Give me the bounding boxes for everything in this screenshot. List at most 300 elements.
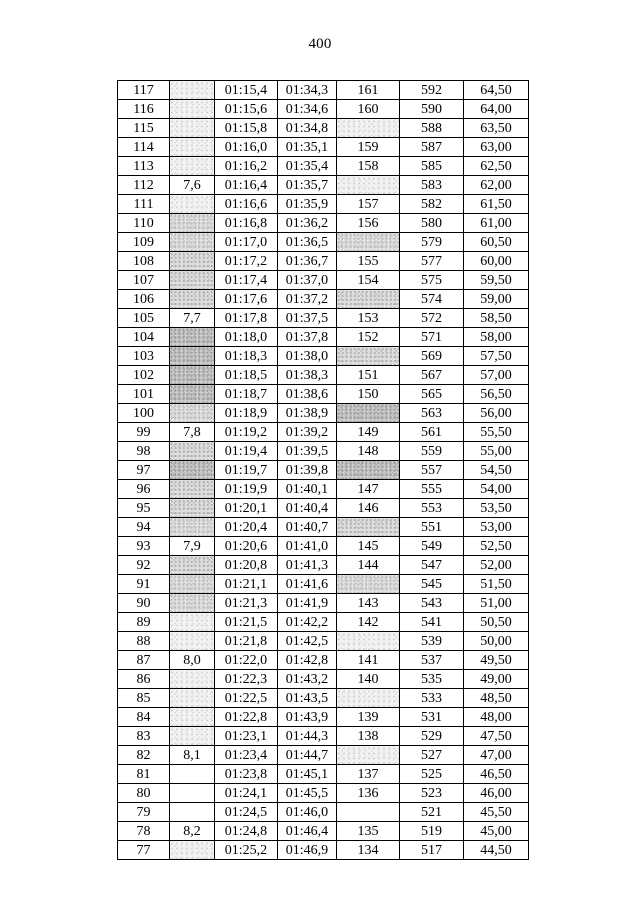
table-body xyxy=(118,81,529,860)
cell-percent: 49,00 xyxy=(464,670,529,689)
cell-score: 541 xyxy=(400,613,464,632)
cell-count: 150 xyxy=(337,385,400,404)
cell-count xyxy=(337,689,400,708)
cell-value xyxy=(170,803,215,822)
cell-score: 531 xyxy=(400,708,464,727)
cell-count: 142 xyxy=(337,613,400,632)
cell-time-2: 01:38,9 xyxy=(278,404,337,423)
table-row xyxy=(118,442,529,461)
cell-count: 138 xyxy=(337,727,400,746)
cell-score: 529 xyxy=(400,727,464,746)
cell-percent: 57,50 xyxy=(464,347,529,366)
table-row xyxy=(118,613,529,632)
cell-score: 569 xyxy=(400,347,464,366)
cell-count xyxy=(337,803,400,822)
table-row xyxy=(118,309,529,328)
cell-percent: 57,00 xyxy=(464,366,529,385)
cell-percent: 46,50 xyxy=(464,765,529,784)
cell-percent: 58,50 xyxy=(464,309,529,328)
cell-value: 7,7 xyxy=(170,309,215,328)
cell-score: 539 xyxy=(400,632,464,651)
cell-time-1: 01:21,5 xyxy=(215,613,278,632)
table-row xyxy=(118,157,529,176)
cell-count xyxy=(337,233,400,252)
cell-rank: 95 xyxy=(118,499,170,518)
cell-value: 8,1 xyxy=(170,746,215,765)
cell-rank: 104 xyxy=(118,328,170,347)
cell-rank: 85 xyxy=(118,689,170,708)
cell-time-2: 01:35,4 xyxy=(278,157,337,176)
cell-time-1: 01:17,2 xyxy=(215,252,278,271)
cell-count xyxy=(337,518,400,537)
cell-time-1: 01:15,6 xyxy=(215,100,278,119)
cell-score: 533 xyxy=(400,689,464,708)
table-row xyxy=(118,537,529,556)
cell-score: 555 xyxy=(400,480,464,499)
cell-rank: 89 xyxy=(118,613,170,632)
cell-percent: 53,00 xyxy=(464,518,529,537)
cell-percent: 46,00 xyxy=(464,784,529,803)
table-row xyxy=(118,385,529,404)
cell-count xyxy=(337,404,400,423)
cell-time-2: 01:43,9 xyxy=(278,708,337,727)
cell-rank: 99 xyxy=(118,423,170,442)
table-row xyxy=(118,271,529,290)
cell-time-2: 01:39,2 xyxy=(278,423,337,442)
cell-value xyxy=(170,518,215,537)
cell-value xyxy=(170,632,215,651)
cell-score: 547 xyxy=(400,556,464,575)
cell-time-1: 01:16,4 xyxy=(215,176,278,195)
cell-percent: 60,00 xyxy=(464,252,529,271)
cell-percent: 61,00 xyxy=(464,214,529,233)
cell-time-2: 01:44,3 xyxy=(278,727,337,746)
cell-value xyxy=(170,461,215,480)
cell-rank: 116 xyxy=(118,100,170,119)
cell-time-1: 01:17,4 xyxy=(215,271,278,290)
cell-time-1: 01:18,0 xyxy=(215,328,278,347)
table-row xyxy=(118,423,529,442)
cell-percent: 63,50 xyxy=(464,119,529,138)
cell-count: 143 xyxy=(337,594,400,613)
cell-time-1: 01:18,5 xyxy=(215,366,278,385)
cell-count: 154 xyxy=(337,271,400,290)
cell-value xyxy=(170,214,215,233)
cell-percent: 52,50 xyxy=(464,537,529,556)
cell-percent: 62,00 xyxy=(464,176,529,195)
cell-time-1: 01:19,2 xyxy=(215,423,278,442)
cell-percent: 54,50 xyxy=(464,461,529,480)
cell-rank: 113 xyxy=(118,157,170,176)
cell-time-1: 01:22,5 xyxy=(215,689,278,708)
cell-time-2: 01:35,9 xyxy=(278,195,337,214)
cell-rank: 107 xyxy=(118,271,170,290)
cell-value: 7,9 xyxy=(170,537,215,556)
cell-time-2: 01:45,5 xyxy=(278,784,337,803)
cell-value xyxy=(170,575,215,594)
cell-time-2: 01:41,3 xyxy=(278,556,337,575)
cell-value xyxy=(170,138,215,157)
cell-time-1: 01:23,8 xyxy=(215,765,278,784)
cell-time-1: 01:24,5 xyxy=(215,803,278,822)
cell-time-1: 01:16,0 xyxy=(215,138,278,157)
cell-time-2: 01:39,5 xyxy=(278,442,337,461)
cell-time-1: 01:20,1 xyxy=(215,499,278,518)
cell-value xyxy=(170,480,215,499)
cell-time-2: 01:37,0 xyxy=(278,271,337,290)
cell-time-1: 01:22,3 xyxy=(215,670,278,689)
cell-count: 161 xyxy=(337,81,400,100)
cell-percent: 52,00 xyxy=(464,556,529,575)
cell-percent: 47,00 xyxy=(464,746,529,765)
table-row xyxy=(118,784,529,803)
cell-value xyxy=(170,727,215,746)
table-row xyxy=(118,594,529,613)
cell-value: 8,2 xyxy=(170,822,215,841)
cell-percent: 45,00 xyxy=(464,822,529,841)
table-row xyxy=(118,575,529,594)
cell-time-1: 01:16,2 xyxy=(215,157,278,176)
table-row xyxy=(118,518,529,537)
cell-time-1: 01:20,8 xyxy=(215,556,278,575)
cell-rank: 108 xyxy=(118,252,170,271)
cell-rank: 79 xyxy=(118,803,170,822)
cell-time-2: 01:41,9 xyxy=(278,594,337,613)
cell-value: 7,8 xyxy=(170,423,215,442)
cell-value: 8,0 xyxy=(170,651,215,670)
cell-rank: 96 xyxy=(118,480,170,499)
cell-score: 585 xyxy=(400,157,464,176)
cell-time-2: 01:42,8 xyxy=(278,651,337,670)
cell-time-1: 01:19,4 xyxy=(215,442,278,461)
cell-score: 523 xyxy=(400,784,464,803)
cell-time-1: 01:17,6 xyxy=(215,290,278,309)
table-row xyxy=(118,708,529,727)
cell-value xyxy=(170,347,215,366)
cell-value xyxy=(170,708,215,727)
cell-time-1: 01:25,2 xyxy=(215,841,278,860)
cell-time-1: 01:22,8 xyxy=(215,708,278,727)
cell-percent: 59,00 xyxy=(464,290,529,309)
cell-count: 156 xyxy=(337,214,400,233)
cell-time-2: 01:41,0 xyxy=(278,537,337,556)
results-table xyxy=(117,80,529,860)
cell-time-2: 01:34,3 xyxy=(278,81,337,100)
cell-score: 580 xyxy=(400,214,464,233)
cell-score: 553 xyxy=(400,499,464,518)
cell-count xyxy=(337,575,400,594)
cell-percent: 44,50 xyxy=(464,841,529,860)
cell-count: 158 xyxy=(337,157,400,176)
cell-value xyxy=(170,689,215,708)
cell-rank: 101 xyxy=(118,385,170,404)
cell-time-1: 01:23,1 xyxy=(215,727,278,746)
cell-rank: 86 xyxy=(118,670,170,689)
cell-count: 155 xyxy=(337,252,400,271)
table-row xyxy=(118,746,529,765)
cell-count xyxy=(337,176,400,195)
cell-time-2: 01:39,8 xyxy=(278,461,337,480)
page-number: 400 xyxy=(308,36,332,52)
cell-value xyxy=(170,784,215,803)
cell-value xyxy=(170,499,215,518)
cell-score: 572 xyxy=(400,309,464,328)
cell-rank: 78 xyxy=(118,822,170,841)
cell-time-2: 01:38,6 xyxy=(278,385,337,404)
table-row xyxy=(118,81,529,100)
cell-value xyxy=(170,271,215,290)
cell-value xyxy=(170,385,215,404)
table-row xyxy=(118,214,529,233)
cell-count xyxy=(337,632,400,651)
cell-percent: 59,50 xyxy=(464,271,529,290)
cell-value xyxy=(170,442,215,461)
cell-rank: 92 xyxy=(118,556,170,575)
cell-time-2: 01:34,6 xyxy=(278,100,337,119)
cell-rank: 81 xyxy=(118,765,170,784)
cell-percent: 53,50 xyxy=(464,499,529,518)
cell-time-2: 01:40,4 xyxy=(278,499,337,518)
table-row xyxy=(118,138,529,157)
cell-value xyxy=(170,670,215,689)
table-row xyxy=(118,404,529,423)
cell-time-1: 01:17,0 xyxy=(215,233,278,252)
cell-rank: 80 xyxy=(118,784,170,803)
cell-time-1: 01:17,8 xyxy=(215,309,278,328)
cell-score: 517 xyxy=(400,841,464,860)
cell-rank: 82 xyxy=(118,746,170,765)
cell-time-1: 01:15,8 xyxy=(215,119,278,138)
cell-time-2: 01:43,5 xyxy=(278,689,337,708)
table-row xyxy=(118,347,529,366)
cell-percent: 48,00 xyxy=(464,708,529,727)
cell-time-1: 01:19,9 xyxy=(215,480,278,499)
cell-value xyxy=(170,594,215,613)
cell-score: 537 xyxy=(400,651,464,670)
table-row xyxy=(118,765,529,784)
cell-count xyxy=(337,347,400,366)
cell-time-2: 01:35,1 xyxy=(278,138,337,157)
cell-percent: 49,50 xyxy=(464,651,529,670)
cell-time-2: 01:45,1 xyxy=(278,765,337,784)
cell-time-1: 01:20,4 xyxy=(215,518,278,537)
cell-percent: 58,00 xyxy=(464,328,529,347)
cell-score: 549 xyxy=(400,537,464,556)
cell-rank: 115 xyxy=(118,119,170,138)
cell-percent: 45,50 xyxy=(464,803,529,822)
cell-percent: 50,50 xyxy=(464,613,529,632)
cell-rank: 102 xyxy=(118,366,170,385)
cell-score: 551 xyxy=(400,518,464,537)
cell-count: 147 xyxy=(337,480,400,499)
table-row xyxy=(118,119,529,138)
table-row xyxy=(118,651,529,670)
cell-time-1: 01:18,3 xyxy=(215,347,278,366)
table-row xyxy=(118,632,529,651)
cell-count: 144 xyxy=(337,556,400,575)
cell-value xyxy=(170,613,215,632)
cell-score: 567 xyxy=(400,366,464,385)
cell-time-2: 01:37,2 xyxy=(278,290,337,309)
cell-value xyxy=(170,366,215,385)
cell-value xyxy=(170,841,215,860)
cell-time-2: 01:34,8 xyxy=(278,119,337,138)
table-row xyxy=(118,233,529,252)
cell-time-2: 01:41,6 xyxy=(278,575,337,594)
cell-time-2: 01:46,0 xyxy=(278,803,337,822)
table-row xyxy=(118,499,529,518)
table-row xyxy=(118,195,529,214)
cell-count: 149 xyxy=(337,423,400,442)
cell-rank: 77 xyxy=(118,841,170,860)
cell-score: 583 xyxy=(400,176,464,195)
cell-time-1: 01:19,7 xyxy=(215,461,278,480)
cell-count xyxy=(337,290,400,309)
cell-value xyxy=(170,195,215,214)
cell-time-2: 01:44,7 xyxy=(278,746,337,765)
cell-percent: 51,00 xyxy=(464,594,529,613)
cell-time-1: 01:16,6 xyxy=(215,195,278,214)
cell-score: 519 xyxy=(400,822,464,841)
table-row xyxy=(118,727,529,746)
cell-rank: 98 xyxy=(118,442,170,461)
cell-count: 157 xyxy=(337,195,400,214)
cell-time-1: 01:16,8 xyxy=(215,214,278,233)
cell-count: 146 xyxy=(337,499,400,518)
table-row xyxy=(118,556,529,575)
cell-time-1: 01:21,3 xyxy=(215,594,278,613)
cell-percent: 56,50 xyxy=(464,385,529,404)
cell-time-1: 01:21,8 xyxy=(215,632,278,651)
cell-count: 134 xyxy=(337,841,400,860)
cell-count: 140 xyxy=(337,670,400,689)
cell-time-2: 01:43,2 xyxy=(278,670,337,689)
cell-score: 557 xyxy=(400,461,464,480)
cell-count: 151 xyxy=(337,366,400,385)
cell-count: 136 xyxy=(337,784,400,803)
cell-time-1: 01:24,8 xyxy=(215,822,278,841)
cell-time-2: 01:42,2 xyxy=(278,613,337,632)
cell-value xyxy=(170,252,215,271)
table-row xyxy=(118,670,529,689)
cell-value xyxy=(170,404,215,423)
cell-score: 561 xyxy=(400,423,464,442)
cell-value xyxy=(170,157,215,176)
cell-time-2: 01:36,7 xyxy=(278,252,337,271)
cell-score: 559 xyxy=(400,442,464,461)
cell-time-2: 01:37,5 xyxy=(278,309,337,328)
cell-score: 521 xyxy=(400,803,464,822)
cell-score: 527 xyxy=(400,746,464,765)
cell-value xyxy=(170,765,215,784)
table-row xyxy=(118,480,529,499)
cell-rank: 114 xyxy=(118,138,170,157)
cell-count: 153 xyxy=(337,309,400,328)
cell-value xyxy=(170,119,215,138)
table-row xyxy=(118,176,529,195)
cell-count: 139 xyxy=(337,708,400,727)
cell-rank: 87 xyxy=(118,651,170,670)
cell-time-2: 01:38,0 xyxy=(278,347,337,366)
table-row xyxy=(118,803,529,822)
cell-count: 152 xyxy=(337,328,400,347)
cell-rank: 103 xyxy=(118,347,170,366)
cell-value xyxy=(170,556,215,575)
cell-count xyxy=(337,746,400,765)
cell-time-1: 01:15,4 xyxy=(215,81,278,100)
cell-count xyxy=(337,119,400,138)
table-row xyxy=(118,100,529,119)
cell-score: 543 xyxy=(400,594,464,613)
cell-score: 545 xyxy=(400,575,464,594)
cell-rank: 90 xyxy=(118,594,170,613)
table-row xyxy=(118,841,529,860)
cell-score: 579 xyxy=(400,233,464,252)
cell-score: 575 xyxy=(400,271,464,290)
cell-time-2: 01:36,2 xyxy=(278,214,337,233)
cell-time-1: 01:21,1 xyxy=(215,575,278,594)
cell-score: 574 xyxy=(400,290,464,309)
cell-rank: 84 xyxy=(118,708,170,727)
cell-rank: 97 xyxy=(118,461,170,480)
cell-count xyxy=(337,461,400,480)
cell-rank: 94 xyxy=(118,518,170,537)
cell-percent: 56,00 xyxy=(464,404,529,423)
cell-count: 141 xyxy=(337,651,400,670)
cell-time-1: 01:23,4 xyxy=(215,746,278,765)
cell-percent: 55,00 xyxy=(464,442,529,461)
cell-count: 135 xyxy=(337,822,400,841)
cell-percent: 64,00 xyxy=(464,100,529,119)
cell-rank: 100 xyxy=(118,404,170,423)
cell-rank: 110 xyxy=(118,214,170,233)
cell-percent: 51,50 xyxy=(464,575,529,594)
cell-time-1: 01:24,1 xyxy=(215,784,278,803)
table-row xyxy=(118,290,529,309)
table-row xyxy=(118,252,529,271)
cell-time-1: 01:18,7 xyxy=(215,385,278,404)
cell-value xyxy=(170,100,215,119)
cell-score: 565 xyxy=(400,385,464,404)
cell-rank: 117 xyxy=(118,81,170,100)
cell-rank: 91 xyxy=(118,575,170,594)
cell-value xyxy=(170,328,215,347)
table-row xyxy=(118,366,529,385)
cell-score: 590 xyxy=(400,100,464,119)
table-row xyxy=(118,689,529,708)
cell-time-1: 01:18,9 xyxy=(215,404,278,423)
cell-time-2: 01:46,4 xyxy=(278,822,337,841)
cell-percent: 48,50 xyxy=(464,689,529,708)
table-row xyxy=(118,822,529,841)
cell-score: 525 xyxy=(400,765,464,784)
table-row xyxy=(118,328,529,347)
cell-time-2: 01:40,7 xyxy=(278,518,337,537)
cell-score: 563 xyxy=(400,404,464,423)
cell-value xyxy=(170,81,215,100)
cell-time-2: 01:38,3 xyxy=(278,366,337,385)
cell-time-1: 01:22,0 xyxy=(215,651,278,670)
cell-count: 145 xyxy=(337,537,400,556)
cell-time-2: 01:46,9 xyxy=(278,841,337,860)
cell-score: 588 xyxy=(400,119,464,138)
cell-value: 7,6 xyxy=(170,176,215,195)
cell-rank: 112 xyxy=(118,176,170,195)
cell-time-2: 01:42,5 xyxy=(278,632,337,651)
cell-score: 571 xyxy=(400,328,464,347)
cell-rank: 109 xyxy=(118,233,170,252)
cell-score: 535 xyxy=(400,670,464,689)
